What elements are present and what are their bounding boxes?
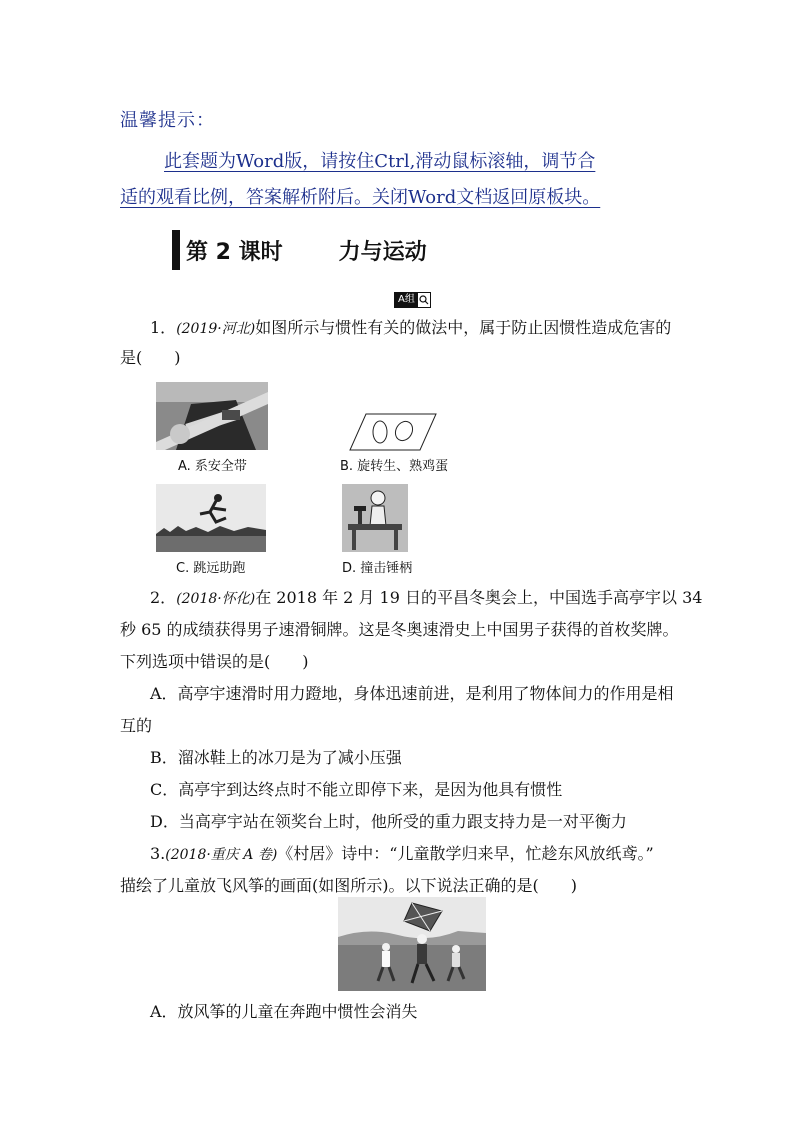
q1-stem-2: 是( ): [120, 348, 181, 367]
hint-body: [120, 144, 680, 216]
seatbelt-image: [156, 382, 268, 450]
q3-option-a: A．放风筝的儿童在奔跑中惯性会消失: [150, 1002, 418, 1021]
magnifier-icon: [418, 293, 430, 307]
q2-number: 2．: [150, 588, 177, 607]
hint-line-1: 此套题为Word版，请按住Ctrl,滑动鼠标滚轴，调节合: [164, 151, 596, 172]
q2-stem-1: 在 2018 年 2 月 19 日的平昌冬奥会上，中国选手高亭宇以 34: [255, 588, 703, 607]
q1-option-d: D. 撞击锤柄: [342, 561, 413, 576]
q2-option-c: C．高亭宇到达终点时不能立即停下来，是因为他具有惯性: [150, 780, 563, 799]
group-badge: [394, 292, 431, 308]
hint-title: 温馨提示：: [120, 110, 215, 131]
q1-option-a: A. 系安全带: [178, 459, 247, 474]
q2-stem-3: 下列选项中错误的是( ): [120, 652, 309, 671]
long-jump-image: [156, 484, 266, 552]
lesson-number: 第 2 课时: [186, 239, 283, 265]
q1-option-b: B. 旋转生、熟鸡蛋: [340, 459, 449, 474]
kite-children-image: [338, 897, 486, 991]
q2-source: (2018·怀化): [176, 591, 256, 607]
q1-source: (2019·河北): [176, 321, 256, 337]
q3-stem-1: 《村居》诗中：“儿童散学归来早，忙趁东风放纸鸢。”: [277, 844, 654, 863]
hammer-image: [342, 484, 408, 552]
lesson-name: 力与运动: [338, 239, 427, 265]
q1-stem-line-1: [150, 318, 671, 339]
q1-option-c: C. 跳远助跑: [176, 561, 246, 576]
q1-number: 1．: [150, 318, 177, 337]
q1-stem-1: 如图所示与惯性有关的做法中，属于防止因惯性造成危害的: [255, 318, 672, 337]
lesson-heading: [172, 230, 427, 270]
q2-option-a-line-2: 互的: [120, 716, 153, 735]
q2-stem-line-1: [150, 588, 702, 609]
q3-stem-2: 描绘了儿童放飞风筝的画面(如图所示)。以下说法正确的是( ): [120, 876, 577, 895]
q3-number: 3.: [150, 844, 166, 863]
group-badge-label: A组: [395, 293, 418, 307]
eggs-image: [348, 412, 438, 452]
heading-bar: [172, 230, 180, 270]
q2-option-b: B．溜冰鞋上的冰刀是为了减小压强: [150, 748, 402, 767]
q3-source: (2018·重庆 A 卷): [165, 847, 278, 863]
q2-option-a-line-1: A．高亭宇速滑时用力蹬地，身体迅速前进，是利用了物体间力的作用是相: [150, 684, 674, 703]
q3-stem-line-1: [150, 844, 654, 865]
hint-line-2: 适的观看比例，答案解析附后。关闭Word文档返回原板块。: [120, 187, 601, 208]
q2-stem-2: 秒 65 的成绩获得男子速滑铜牌。这是冬奥速滑史上中国男子获得的首枚奖牌。: [120, 620, 679, 639]
q2-option-d: D．当高亭宇站在领奖台上时，他所受的重力跟支持力是一对平衡力: [150, 812, 627, 831]
